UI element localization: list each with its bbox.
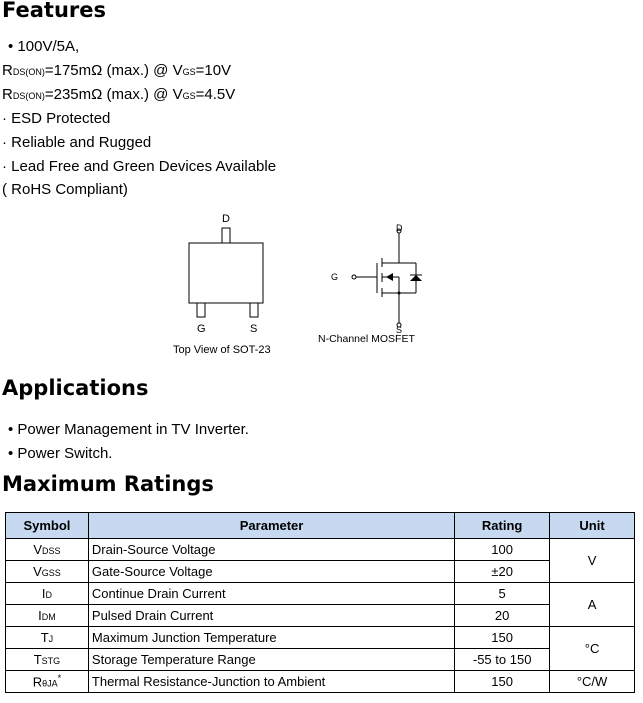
feature-rds-10v: RDS(ON)=175mΩ (max.) @ VGS=10V [2, 62, 232, 79]
feature-rohs: ( RoHS Compliant) [2, 181, 128, 198]
feature-lead-free: · Lead Free and Green Devices Available [2, 158, 277, 175]
feature-voltage-current: • 100V/5A, [8, 38, 80, 55]
cell-symbol: VDSS [6, 539, 89, 561]
table-row [6, 627, 635, 649]
cell-rating: 100 [455, 539, 550, 561]
cell-symbol: TSTG [6, 649, 89, 671]
cell-rating: -55 to 150 [455, 649, 550, 671]
feature-esd: · ESD Protected [2, 110, 111, 127]
cell-symbol: TJ [6, 627, 89, 649]
cell-parameter: Maximum Junction Temperature [88, 627, 454, 649]
cell-rating: 5 [455, 583, 550, 605]
ratings-header-row [6, 513, 635, 539]
mosfet-arrow [386, 273, 393, 281]
cell-parameter: Thermal Resistance-Junction to Ambient [88, 671, 454, 693]
cell-rating: 150 [455, 627, 550, 649]
col-parameter: Parameter [88, 513, 454, 539]
col-rating: Rating [455, 513, 550, 539]
cell-rating: 150 [455, 671, 550, 693]
cell-unit: A [550, 583, 635, 627]
feature-rugged: · Reliable and Rugged [2, 134, 152, 151]
cell-parameter: Gate-Source Voltage [88, 561, 454, 583]
package-diagram [160, 205, 470, 360]
table-row [6, 561, 635, 583]
mosfet-symbol [352, 229, 422, 327]
mosfet-pin-g: G [331, 272, 339, 282]
cell-symbol: ID [6, 583, 89, 605]
table-row [6, 649, 635, 671]
application-power-switch: • Power Switch. [8, 445, 113, 462]
cell-parameter: Pulsed Drain Current [88, 605, 454, 627]
package-caption: Top View of SOT-23 [173, 344, 271, 356]
ratings-heading: Maximum Ratings [2, 472, 214, 496]
col-unit: Unit [550, 513, 635, 539]
cell-rating: ±20 [455, 561, 550, 583]
package-pin-d: D [222, 213, 230, 225]
col-symbol: Symbol [6, 513, 89, 539]
table-row [6, 583, 635, 605]
cell-symbol: IDM [6, 605, 89, 627]
cell-rating: 20 [455, 605, 550, 627]
cell-parameter: Drain-Source Voltage [88, 539, 454, 561]
feature-rds-4v5: RDS(ON)=235mΩ (max.) @ VGS=4.5V [2, 86, 236, 103]
features-heading: Features [2, 0, 106, 22]
package-pin-g: G [197, 323, 206, 335]
applications-heading: Applications [2, 376, 149, 400]
cell-symbol: VGSS [6, 561, 89, 583]
sot23-package [189, 228, 263, 317]
mosfet-pin-s: S [396, 325, 403, 335]
cell-unit: °C/W [550, 671, 635, 693]
cell-unit: V [550, 539, 635, 583]
mosfet-pin-d: D [396, 223, 403, 233]
table-row [6, 605, 635, 627]
cell-symbol: RθJA* [6, 671, 89, 693]
table-row [6, 539, 635, 561]
package-pin-s: S [250, 323, 258, 335]
ratings-table [5, 512, 635, 693]
cell-parameter: Storage Temperature Range [88, 649, 454, 671]
mosfet-diode [410, 275, 422, 281]
cell-unit: °C [550, 627, 635, 671]
mosfet-caption: N-Channel MOSFET [318, 333, 415, 345]
table-row [6, 671, 635, 693]
application-tv-inverter: • Power Management in TV Inverter. [8, 421, 249, 438]
cell-parameter: Continue Drain Current [88, 583, 454, 605]
